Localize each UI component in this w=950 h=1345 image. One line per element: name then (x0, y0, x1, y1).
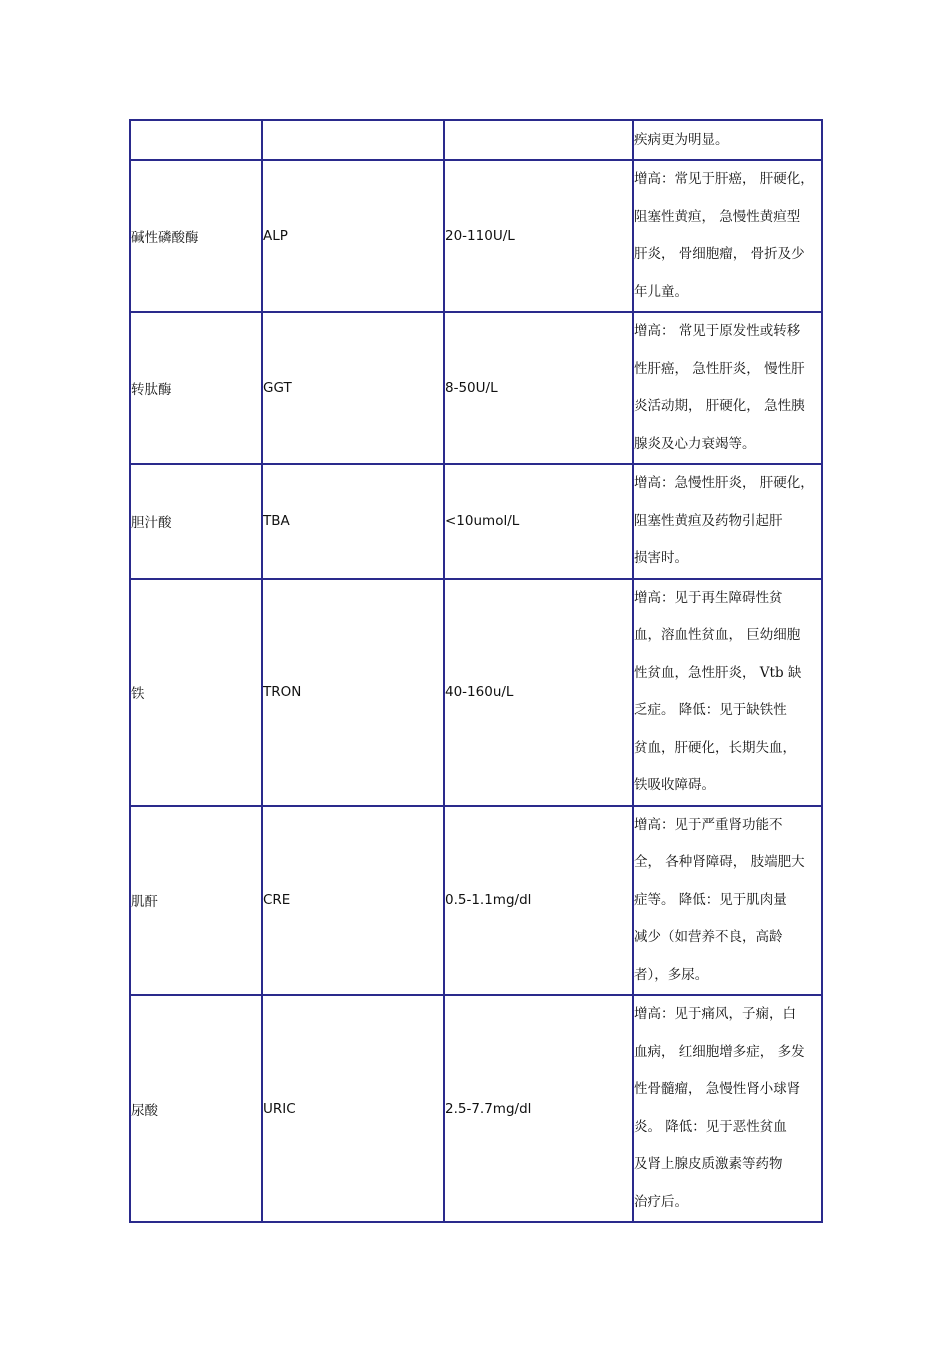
note-line: 性贫血，急性肝炎， Vtb 缺 (634, 664, 802, 681)
note-line: 血，溶血性贫血， 巨幼细胞 (634, 627, 801, 643)
clinical-note-cell (633, 160, 822, 312)
test-code-cell: TRON (262, 579, 444, 806)
reference-range-cell: 20-110U/L (444, 160, 633, 312)
note-line: 年儿童。 (634, 283, 688, 300)
note-line: 炎。 降低：见于恶性贫血 (634, 1118, 787, 1135)
note-line: 炎活动期， 肝硬化， 急性胰 (634, 398, 805, 414)
note-line: 减少（如营养不良，高龄 (634, 929, 783, 945)
note-line: 性肝癌， 急性肝炎， 慢性肝 (634, 360, 805, 377)
test-name-cell: 肌酐 (130, 806, 262, 996)
note-line: 增高：见于再生障碍性贫 (634, 589, 783, 606)
note-line: 阻塞性黄疸及药物引起肝 (634, 512, 783, 529)
reference-range-cell (444, 120, 633, 160)
test-code-cell: CRE (262, 806, 444, 996)
note-line: 增高：见于痛风，子痫，白 (634, 1006, 796, 1022)
note-line: 增高：见于严重肾功能不 (634, 816, 783, 833)
test-code-cell: TBA (262, 464, 444, 579)
table-row (130, 312, 822, 464)
table-row (130, 160, 822, 312)
note-line: 增高： 常见于原发性或转移 (634, 323, 801, 339)
reference-range-cell: 2.5-7.7mg/dl (444, 995, 633, 1222)
clinical-note-cell (633, 312, 822, 464)
table-row (130, 806, 822, 996)
note-line: 治疗后。 (634, 1193, 688, 1210)
clinical-note-cell (633, 995, 822, 1222)
test-name-cell (130, 120, 262, 160)
table-row (130, 464, 822, 579)
note-line: 血病， 红细胞增多症， 多发 (634, 1043, 805, 1060)
note-line: 损害时。 (634, 550, 688, 566)
note-line: 铁吸收障碍。 (634, 777, 715, 793)
test-name-cell: 转肽酶 (130, 312, 262, 464)
note-line: 增高：急慢性肝炎， 肝硬化， (634, 475, 814, 491)
note-line: 阻塞性黄疸， 急慢性黄疸型 (634, 208, 801, 225)
note-line: 肝炎， 骨细胞瘤， 骨折及少 (634, 246, 805, 262)
note-line: 贫血，肝硬化，长期失血， (634, 739, 796, 756)
table-row (130, 995, 822, 1222)
test-code-cell (262, 120, 444, 160)
clinical-note-cell (633, 464, 822, 579)
note-line: 者），多尿。 (634, 966, 709, 983)
lab-reference-table (129, 119, 823, 1223)
reference-range-cell: <10umol/L (444, 464, 633, 579)
table-row (130, 579, 822, 806)
reference-range-cell: 40-160u/L (444, 579, 633, 806)
note-line: 增高：常见于肝癌， 肝硬化， (634, 171, 814, 187)
clinical-note-cell (633, 120, 822, 160)
note-line: 乏症。 降低：见于缺铁性 (634, 702, 787, 718)
clinical-note-cell (633, 579, 822, 806)
note-line: 症等。 降低：见于肌肉量 (634, 891, 787, 908)
test-code-cell: URIC (262, 995, 444, 1222)
note-line: 疾病更为明显。 (634, 132, 729, 148)
test-name-cell: 胆汁酸 (130, 464, 262, 579)
reference-range-cell: 8-50U/L (444, 312, 633, 464)
test-code-cell: GGT (262, 312, 444, 464)
test-name-cell: 尿酸 (130, 995, 262, 1222)
note-line: 及肾上腺皮质激素等药物 (634, 1156, 783, 1172)
test-name-cell: 铁 (130, 579, 262, 806)
test-code-cell: ALP (262, 160, 444, 312)
reference-range-cell: 0.5-1.1mg/dl (444, 806, 633, 996)
clinical-note-cell (633, 806, 822, 996)
test-name-cell: 碱性磷酸酶 (130, 160, 262, 312)
note-line: 腺炎及心力衰竭等。 (634, 435, 756, 452)
table-row (130, 120, 822, 160)
note-line: 全， 各种肾障碍， 肢端肥大 (634, 854, 805, 870)
note-line: 性骨髓瘤， 急慢性肾小球肾 (634, 1081, 801, 1097)
